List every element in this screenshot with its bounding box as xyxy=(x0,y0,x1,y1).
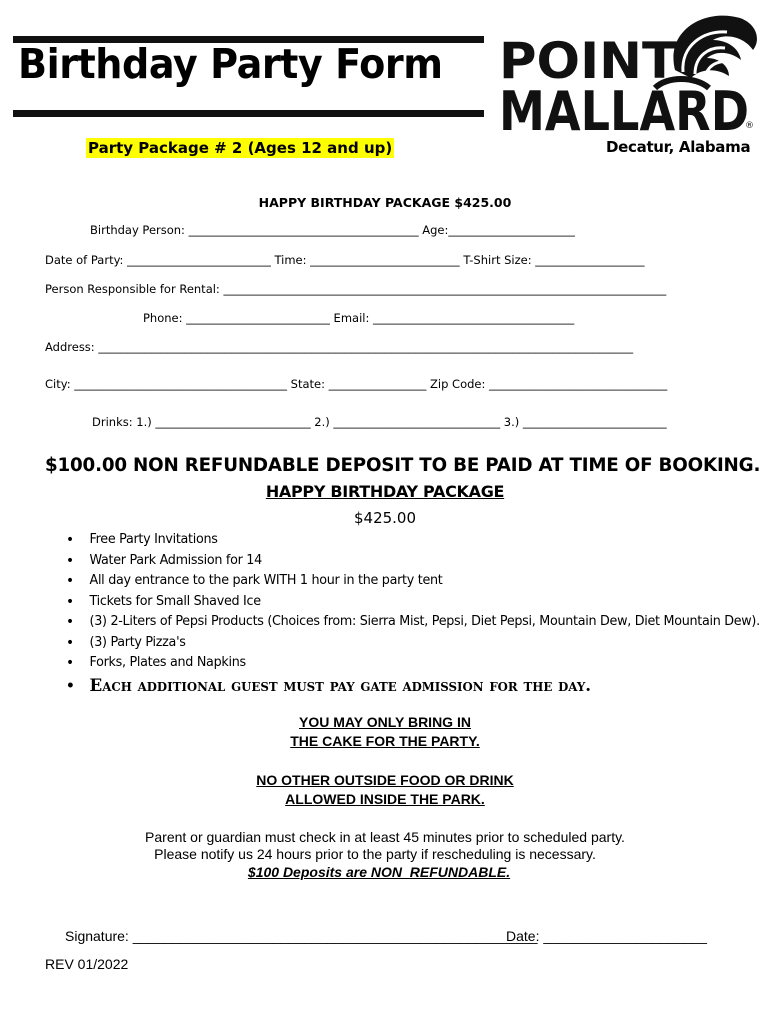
checkin-note: Parent or guardian must check in at least 45 minutes prior to scheduled party. xyxy=(145,829,625,845)
logo-line-1: POINT xyxy=(499,32,677,90)
deposit-notice: $100.00 NON REFUNDABLE DEPOSIT TO BE PAID AT TIME OF BOOKING. xyxy=(45,455,761,476)
point-mallard-logo xyxy=(495,10,760,140)
address-field[interactable]: Address: _____________________________________________________________________________________________ xyxy=(45,340,634,354)
extra-guest-notice: • Each additional guest must pay gate admission for the day. xyxy=(66,674,760,698)
package-items-list xyxy=(66,530,770,698)
list-item: • Water Park Admission for 14 xyxy=(66,551,760,572)
drinks-field[interactable]: Drinks: 1.) ___________________________ 2.) _____________________________ 3.) _________________________ xyxy=(92,415,667,429)
cake-note-line-1: YOU MAY ONLY BRING IN xyxy=(299,714,471,730)
list-item: • Free Party Invitations xyxy=(66,530,760,551)
food-note-line-1: NO OTHER OUTSIDE FOOD OR DRINK xyxy=(256,772,514,788)
logo-line-2: MALLARD xyxy=(499,80,749,140)
responsible-person-field[interactable]: Person Responsible for Rental: _____________________________________________________________________________ xyxy=(45,282,667,296)
food-note-line-2: ALLOWED INSIDE THE PARK. xyxy=(285,791,485,807)
list-item: • (3) 2-Liters of Pepsi Products (Choices from: Sierra Mist, Pepsi, Diet Pepsi, Mountain Dew, Diet Mountain Dew). xyxy=(66,612,760,633)
date-field[interactable]: Date: _____________________ xyxy=(506,928,707,944)
list-item: • Forks, Plates and Napkins xyxy=(66,653,760,674)
date-time-shirt-field[interactable]: Date of Party: _________________________ Time: __________________________ T-Shirt Size: ___________________ xyxy=(45,253,645,267)
package-price: $425.00 xyxy=(353,509,417,527)
list-item: • Tickets for Small Shaved Ice xyxy=(66,592,760,613)
list-item: • All day entrance to the park WITH 1 hour in the party tent xyxy=(66,571,760,592)
deposits-note: $100 Deposits are NON_REFUNDABLE. xyxy=(247,864,511,880)
location-label: Decatur, Alabama xyxy=(606,138,751,156)
title-bottom-rule xyxy=(13,110,484,117)
form-title: Birthday Party Form xyxy=(18,40,443,88)
phone-email-field[interactable]: Phone: _________________________ Email: ___________________________________ xyxy=(143,311,575,325)
cake-note-line-2: THE CAKE FOR THE PARTY. xyxy=(290,733,480,749)
notify-note: Please notify us 24 hours prior to the party if rescheduling is necessary. xyxy=(154,846,596,862)
package-title: HAPPY BIRTHDAY PACKAGE xyxy=(265,482,505,501)
list-item: • (3) Party Pizza's xyxy=(66,633,760,654)
package-label: Party Package # 2 (Ages 12 and up) xyxy=(88,139,393,157)
registered-mark: ® xyxy=(745,121,754,131)
signature-field[interactable]: Signature: ____________________________________________________ xyxy=(65,928,538,944)
package-heading: HAPPY BIRTHDAY PACKAGE $425.00 xyxy=(258,195,512,210)
revision-label: REV 01/2022 xyxy=(45,956,129,972)
birthday-person-field[interactable]: Birthday Person: ________________________________________ Age:______________________ xyxy=(90,223,575,237)
city-state-zip-field[interactable]: City: _____________________________________ State: _________________ Zip Code: _______________________________ xyxy=(45,377,668,391)
